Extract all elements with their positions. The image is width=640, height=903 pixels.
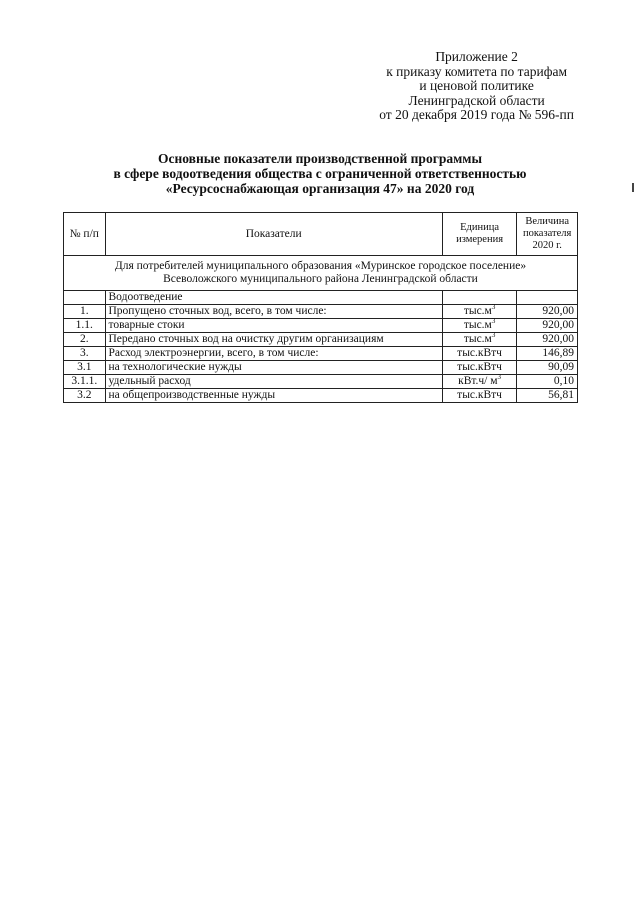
section-value-cell (517, 291, 578, 305)
row-value: 56,81 (517, 389, 578, 403)
margin-mark (632, 183, 634, 192)
row-name: Передано сточных вод на очистку другим организациям (105, 333, 442, 347)
row-name: Расход электроэнергии, всего, в том числе: (105, 347, 442, 361)
row-unit (442, 333, 516, 347)
row-name: товарные стоки (105, 319, 442, 333)
row-name: удельный расход (105, 375, 442, 389)
row-unit-sup: 3 (491, 317, 496, 326)
row-unit-text: тыс.кВтч (457, 347, 502, 359)
header-indicator: Показатели (105, 213, 442, 256)
row-value: 920,00 (517, 305, 578, 319)
row-unit-text: тыс.м (463, 333, 492, 345)
table-row (64, 333, 578, 347)
section-title: Водоотведение (105, 291, 442, 305)
row-value: 146,89 (517, 347, 578, 361)
row-unit (442, 319, 516, 333)
row-unit-text: тыс.м (463, 319, 492, 331)
row-num: 3. (64, 347, 106, 361)
row-num: 2. (64, 333, 106, 347)
appendix-line: Приложение 2 (435, 49, 518, 64)
appendix-block (379, 50, 574, 123)
appendix-line: к приказу комитета по тарифам (386, 63, 567, 79)
row-num: 1. (64, 305, 106, 319)
table-row (64, 305, 578, 319)
row-unit-text: тыс.кВтч (457, 361, 502, 373)
header-unit (442, 213, 516, 256)
header-num: № п/п (64, 213, 106, 256)
row-num: 3.2 (64, 389, 106, 403)
appendix-line: и ценовой политике (419, 78, 534, 93)
title-line: «Ресурсоснабжающая организация 47» на 2020 год (165, 181, 475, 196)
indicators-table (63, 212, 578, 403)
row-unit-sup: 3 (491, 331, 496, 340)
consumer-line: Всеволожского муниципального района Ленинградской области (163, 273, 478, 285)
title-line: Основные показатели производственной программы (157, 151, 483, 166)
row-unit (442, 347, 516, 361)
title-line: в сфере водоотведения общества с ограниченной ответственностью (113, 166, 527, 181)
row-unit (442, 375, 516, 389)
header-value (517, 213, 578, 256)
header-unit-line: измерения (456, 234, 504, 245)
row-num: 3.1.1. (64, 375, 106, 389)
row-unit (442, 361, 516, 375)
consumer-line: Для потребителей муниципального образования «Муринское городское поселение» (114, 260, 527, 272)
section-num-cell (64, 291, 106, 305)
section-unit-cell (442, 291, 516, 305)
row-unit-text: тыс.м (463, 305, 492, 317)
row-value: 90,09 (517, 361, 578, 375)
row-value: 920,00 (517, 333, 578, 347)
header-value-line: показателя (523, 228, 572, 239)
row-value: 920,00 (517, 319, 578, 333)
table-row (64, 389, 578, 403)
table-row (64, 347, 578, 361)
consumer-cell (64, 256, 578, 291)
section-row (64, 291, 578, 305)
row-unit (442, 305, 516, 319)
document-title (60, 151, 580, 196)
appendix-line: от 20 декабря 2019 года № 596-пп (379, 107, 574, 122)
row-unit-text: кВт.ч/ м (458, 375, 498, 387)
row-name: Пропущено сточных вод, всего, в том числе: (105, 305, 442, 319)
header-value-line: Величина (525, 216, 570, 227)
table-row (64, 375, 578, 389)
row-num: 3.1 (64, 361, 106, 375)
table-header-row (64, 213, 578, 256)
row-unit-sup: 3 (497, 373, 502, 382)
row-name: на общепроизводственные нужды (105, 389, 442, 403)
header-value-line: 2020 г. (532, 240, 562, 251)
row-num: 1.1. (64, 319, 106, 333)
header-unit-line: Единица (460, 222, 500, 233)
appendix-line: Ленинградской области (408, 92, 545, 108)
consumer-row (64, 256, 578, 291)
row-unit-sup: 3 (491, 303, 496, 312)
row-name: на технологические нужды (105, 361, 442, 375)
row-value: 0,10 (517, 375, 578, 389)
row-unit-text: тыс.кВтч (457, 389, 502, 401)
row-unit (442, 389, 516, 403)
table-row (64, 319, 578, 333)
